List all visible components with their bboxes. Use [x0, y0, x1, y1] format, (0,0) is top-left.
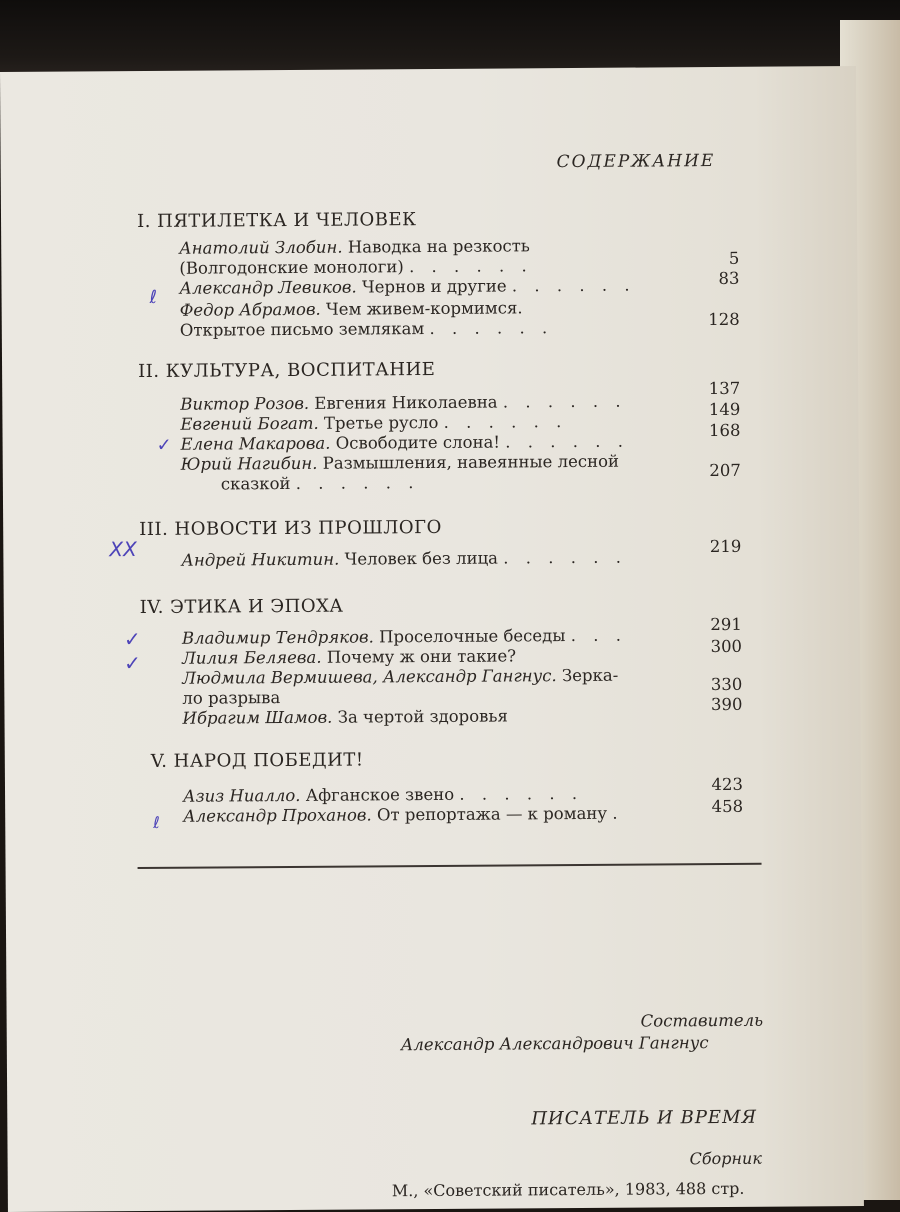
entry-title: Человек без лица [344, 548, 499, 569]
section-title-3: III. НОВОСТИ ИЗ ПРОШЛОГО [139, 516, 442, 541]
leader-dots: . . . . . . [459, 783, 584, 804]
entry-author: Анатолий Злобин. [179, 237, 343, 258]
leader-dots: . . . . . . [502, 391, 627, 412]
page-number: 458 [711, 796, 744, 817]
entry-author: Александр Левиков. [179, 277, 357, 298]
page-number: 330 [710, 674, 743, 695]
pen-check-mark: ✓ [123, 627, 141, 652]
compiler-label: Составитель [640, 1010, 764, 1031]
entry-title-cont: ло разрыва [182, 688, 281, 708]
section-title-2: II. КУЛЬТУРА, ВОСПИТАНИЕ [138, 358, 436, 383]
entry-title: От репортажа — к роману [376, 803, 608, 825]
imprint: М., «Советский писатель», 1983, 488 стр. [391, 1178, 745, 1201]
book-page [0, 66, 864, 1212]
entry-title: Зерка- [561, 665, 619, 686]
toc-entry [180, 297, 760, 341]
page-number: 168 [708, 420, 741, 441]
entry-title: Третье русло [323, 412, 439, 433]
page-number: 128 [708, 309, 740, 330]
toc-entry [179, 275, 759, 299]
page-number: 423 [711, 774, 744, 795]
leader-dots: . [612, 803, 624, 823]
entry-author: Евгений Богат. [180, 413, 319, 434]
pen-xx-mark: ХХ [109, 537, 137, 562]
section-title-5: V. НАРОД ПОБЕДИТ! [150, 749, 364, 772]
entry-title: Наводка на резкость [347, 236, 530, 257]
entry-title: Чем живем-кормимся. [325, 298, 523, 319]
leader-dots: . . . . . . [295, 473, 420, 493]
entry-author: Александр Проханов. [183, 805, 372, 826]
page-number: 300 [710, 636, 743, 657]
entry-author: Людмила Вермишева, Александр Гангнус. [182, 666, 557, 688]
entry-author: Азиз Ниалло. [182, 785, 301, 806]
page-number: 5 [728, 248, 740, 268]
toc-entry [181, 547, 761, 571]
leader-dots: . . . [570, 625, 627, 646]
entry-title: Евгения Николаевна [314, 392, 498, 413]
section-title-4: IV. ЭТИКА И ЭПОХА [139, 595, 344, 619]
book-title: ПИСАТЕЛЬ И ВРЕМЯ [531, 1106, 758, 1130]
leader-dots: . . . . . . [429, 318, 554, 339]
entry-title: Почему ж они такие? [326, 646, 517, 667]
entry-author: Елена Макарова. [180, 433, 331, 454]
page-number: 149 [708, 399, 741, 420]
entry-author: Лилия Беляева. [182, 647, 322, 668]
entry-author: Ибрагим Шамов. [182, 707, 333, 728]
pen-check-mark: ✓ [124, 651, 141, 676]
section-title-1: I. ПЯТИЛЕТКА И ЧЕЛОВЕК [136, 209, 417, 233]
leader-dots: . . . . . . [408, 256, 533, 277]
pen-squiggle-mark: ℓ [149, 286, 158, 308]
divider-rule [138, 863, 762, 869]
pen-check-mark: ✓ [156, 434, 172, 456]
page-number: 137 [708, 378, 741, 399]
page-number: 219 [709, 536, 742, 557]
page-number: 390 [710, 694, 743, 715]
toc-entry [181, 451, 761, 495]
leader-dots: . . . . . . [503, 547, 627, 568]
leader-dots: . . . . . . [511, 275, 636, 296]
book-type: Сборник [689, 1148, 762, 1169]
compiler-name: Александр Александрович Гангнус [400, 1033, 709, 1055]
entry-author: Виктор Розов. [180, 393, 310, 414]
entry-title: Размышления, навеянные лесной [322, 451, 620, 473]
pen-squiggle-mark: ℓ [153, 812, 160, 832]
toc-entry [182, 705, 762, 729]
page-number: 83 [718, 268, 740, 288]
leader-dots: . . . . . . [443, 412, 568, 432]
entry-title-cont: (Волгодонские монологи) [179, 257, 404, 278]
entry-title: Проселочные беседы [379, 626, 566, 647]
leader-dots: . . . . . . [505, 431, 630, 452]
entry-author: Юрий Нагибин. [180, 453, 318, 474]
page-number: 291 [710, 614, 742, 635]
entry-title: За чертой здоровья [337, 706, 508, 727]
entry-author: Владимир Тендряков. [181, 627, 374, 648]
toc-entry [179, 235, 759, 279]
entry-title: Чернов и другие [361, 276, 507, 297]
entry-title-cont: сказкой [220, 473, 291, 494]
toc-entry [183, 803, 763, 827]
contents-heading: СОДЕРЖАНИЕ [556, 151, 716, 173]
entry-title: Афганское звено [305, 784, 455, 805]
page-number: 207 [709, 460, 741, 481]
entry-title-cont: Открытое письмо землякам [179, 319, 425, 340]
entry-author: Андрей Никитин. [181, 549, 340, 570]
entry-author: Федор Абрамов. [179, 299, 321, 320]
toc-entry [182, 665, 762, 709]
entry-title: Освободите слона! [335, 432, 501, 453]
